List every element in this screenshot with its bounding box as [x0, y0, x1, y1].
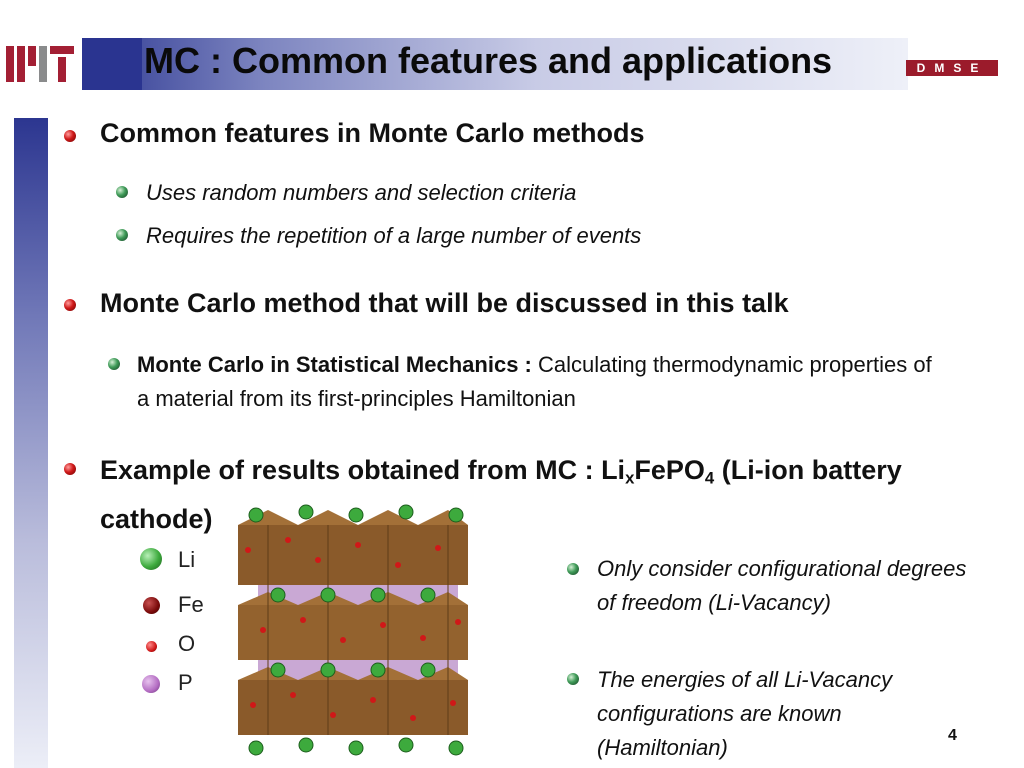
- fe-atom-icon: [143, 597, 160, 614]
- legend-label-p: P: [178, 670, 193, 695]
- bullet-icon: [116, 186, 128, 198]
- bullet-icon: [108, 358, 120, 370]
- left-decorative-stripe: [14, 118, 48, 768]
- bullet-icon: [64, 130, 76, 142]
- bullet-icon: [64, 299, 76, 311]
- section1-item: Requires the repetition of a large number of events: [146, 223, 642, 248]
- section3-heading: Example of results obtained from MC : $Li_xFePO_4$ (Li-ion battery cathode): [100, 455, 902, 534]
- bullet-icon: [567, 673, 579, 685]
- page-number: 4: [948, 727, 957, 744]
- o-atom-icon: [146, 641, 157, 652]
- li-atom-icon: [140, 548, 162, 570]
- slide-title: MC : Common features and applications: [144, 40, 833, 81]
- section1-heading: Common features in Monte Carlo methods: [100, 118, 645, 148]
- section1-item: Uses random numbers and selection criteria: [146, 180, 577, 205]
- note-hamiltonian: The energies of all Li-Vacancy configurations are known (Hamiltonian): [597, 667, 893, 760]
- note-configurational: Only consider configurational degrees of freedom (Li-Vacancy): [597, 556, 967, 615]
- section2-item-text: Calculating thermodynamic properties of a material from its first-principles Hamiltonian: [137, 352, 932, 411]
- legend-label-li: Li: [178, 547, 196, 572]
- dmse-logo: DMSE: [906, 60, 998, 76]
- section2-item: [137, 348, 937, 416]
- bullet-icon: [116, 229, 128, 241]
- bullet-icon: [567, 563, 579, 575]
- section2-heading: Monte Carlo method that will be discussed in this talk: [100, 288, 789, 318]
- crystal-structure-image: [228, 500, 478, 760]
- polyhedra-layers: [238, 510, 468, 735]
- p-atom-icon: [142, 675, 160, 693]
- bullet-icon: [64, 463, 76, 475]
- mit-logo: [6, 46, 76, 82]
- legend-label-o: O: [178, 631, 196, 656]
- section2-item-bold: Monte Carlo in Statistical Mechanics :: [137, 352, 532, 377]
- legend-label-fe: Fe: [178, 592, 204, 617]
